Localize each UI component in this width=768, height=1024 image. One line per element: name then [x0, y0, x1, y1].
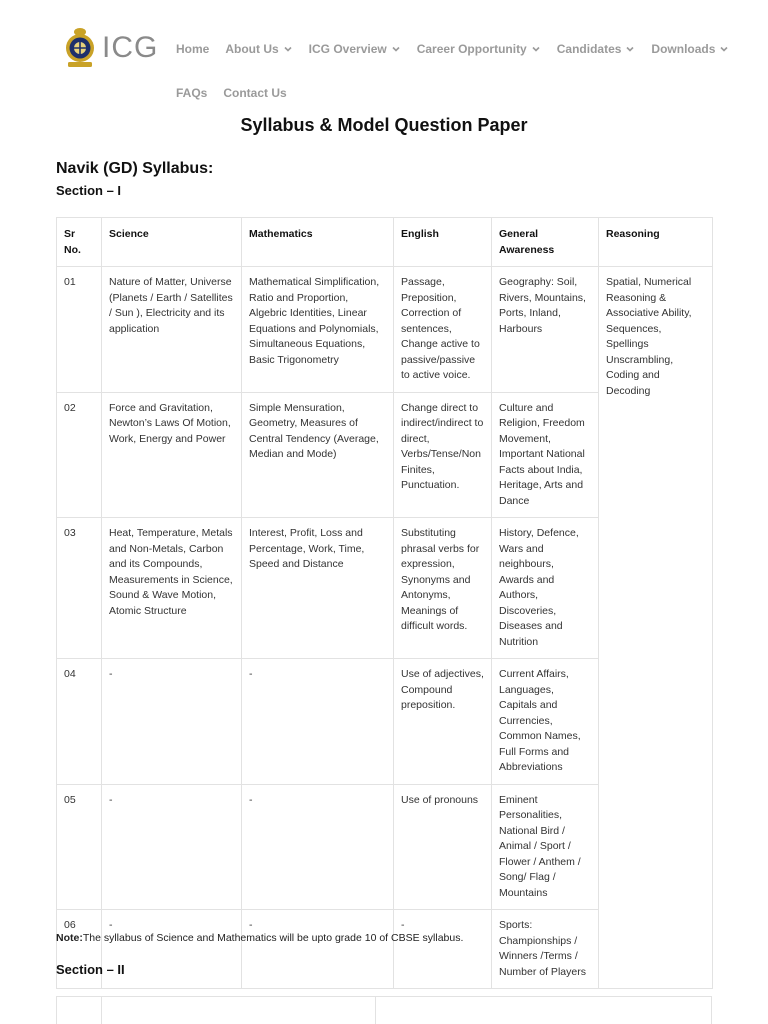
nav-row-secondary [176, 84, 736, 102]
table-cell: 01 [57, 267, 102, 393]
column-header-english: English [394, 218, 492, 267]
column-header-mathematics: Mathematics [242, 218, 394, 267]
syllabus-table [56, 217, 713, 989]
table-cell: 05 [57, 784, 102, 910]
table-cell: Geography: Soil, Rivers, Mountains, Ports, Inland, Harbours [492, 267, 599, 393]
table-body [57, 267, 713, 989]
nav-item-contact-us[interactable] [223, 86, 286, 100]
nav-item-label: Candidates [556, 42, 622, 56]
nav-item-label: About Us [225, 42, 279, 56]
section-2-title: Section – II [56, 962, 125, 977]
table-cell: 02 [57, 392, 102, 518]
table-cell: Culture and Religion, Freedom Movement, Important National Facts about India, Heritage, Arts and Dance [492, 392, 599, 518]
table-cell: Interest, Profit, Loss and Percentage, Work, Time, Speed and Distance [242, 518, 394, 659]
table-cell: Simple Mensuration, Geometry, Measures of Central Tendency (Average, Median and Mode) [242, 392, 394, 518]
table-cell: - [242, 784, 394, 910]
chevron-down-icon [283, 44, 293, 54]
logo-text: ICG [102, 31, 159, 64]
nav-item-home[interactable] [176, 42, 209, 56]
table-header-row [57, 218, 713, 267]
table-cell: Passage, Preposition, Correction of sentences, Change active to passive/passive to active voice. [394, 267, 492, 393]
table-cell: - [242, 659, 394, 785]
table-divider [101, 997, 102, 1024]
column-header-science: Science [102, 218, 242, 267]
section-2-table [56, 996, 712, 1024]
page-title: Syllabus & Model Question Paper [240, 115, 528, 135]
main-nav [176, 40, 736, 102]
table-cell: History, Defence, Wars and neighbours, Awards and Authors, Discoveries, Diseases and Nutrition [492, 518, 599, 659]
nav-item-label: Career Opportunity [416, 42, 527, 56]
nav-item-label: FAQs [176, 86, 208, 100]
chevron-down-icon [391, 44, 401, 54]
coast-guard-emblem-icon [60, 26, 100, 70]
nav-row-primary [176, 40, 736, 58]
table-divider [375, 997, 376, 1024]
table-cell: Current Affairs, Languages, Capitals and Currencies, Common Names, Full Forms and Abbreviations [492, 659, 599, 785]
chevron-down-icon [531, 44, 541, 54]
table-cell: Use of pronouns [394, 784, 492, 910]
syllabus-title: Navik (GD) Syllabus: [56, 160, 214, 177]
table-cell: Change direct to indirect/indirect to direct, Verbs/Tense/Non Finites, Punctuation. [394, 392, 492, 518]
table-cell: Heat, Temperature, Metals and Non-Metals, Carbon and its Compounds, Measurements in Science, Sound & Wave Motion, Atomic Structure [102, 518, 242, 659]
table-cell: Eminent Personalities, National Bird / Animal / Sport / Flower / Anthem / Song/ Flag / Mountains [492, 784, 599, 910]
nav-item-faqs[interactable] [176, 86, 207, 100]
table-cell: Nature of Matter, Universe (Planets / Earth / Satellites / Sun ), Electricity and its application [102, 267, 242, 393]
nav-item-career-opportunity[interactable] [417, 42, 541, 56]
chevron-down-icon [719, 44, 729, 54]
table-cell: - [394, 910, 492, 989]
nav-item-icg-overview[interactable] [309, 42, 401, 56]
nav-item-downloads[interactable] [651, 42, 729, 56]
column-header-general-awareness: General Awareness [492, 218, 599, 267]
nav-item-label: Downloads [651, 42, 716, 56]
table-cell: - [102, 784, 242, 910]
nav-item-candidates[interactable] [557, 42, 636, 56]
table-cell-reasoning: Spatial, Numerical Reasoning & Associative Ability, Sequences, Spellings Unscrambling, Coding and Decoding [599, 267, 713, 989]
column-header-sr-no: Sr No. [57, 218, 102, 267]
table-row [57, 267, 713, 393]
note-text: The syllabus of Science and Mathematics will be upto grade 10 of CBSE syllabus. [82, 932, 464, 944]
table-cell: Sports: Championships / Winners /Terms / Number of Players [492, 910, 599, 989]
table-cell: 06 [57, 910, 102, 989]
table-cell: Substituting phrasal verbs for expression, Synonyms and Antonyms, Meanings of difficult words. [394, 518, 492, 659]
nav-item-label: Contact Us [223, 86, 287, 100]
section-1-title: Section – I [56, 183, 122, 198]
nav-item-label: Home [176, 42, 210, 56]
table-cell: Force and Gravitation, Newton’s Laws Of Motion, Work, Energy and Power [102, 392, 242, 518]
nav-item-about-us[interactable] [225, 42, 292, 56]
table-cell: Mathematical Simplification, Ratio and Proportion, Algebric Identities, Linear Equations and Polynomials, Simultaneous Equations, Basic Trigonometry [242, 267, 394, 393]
table-cell: - [102, 659, 242, 785]
table-cell: - [242, 910, 394, 989]
table-cell: 04 [57, 659, 102, 785]
site-logo[interactable] [60, 26, 158, 70]
note-label: Note: [56, 932, 83, 944]
syllabus-note [56, 932, 463, 944]
table-cell: Use of adjectives, Compound preposition. [394, 659, 492, 785]
table-cell: 03 [57, 518, 102, 659]
table-cell: - [102, 910, 242, 989]
chevron-down-icon [625, 44, 635, 54]
nav-item-label: ICG Overview [308, 42, 387, 56]
column-header-reasoning: Reasoning [599, 218, 713, 267]
